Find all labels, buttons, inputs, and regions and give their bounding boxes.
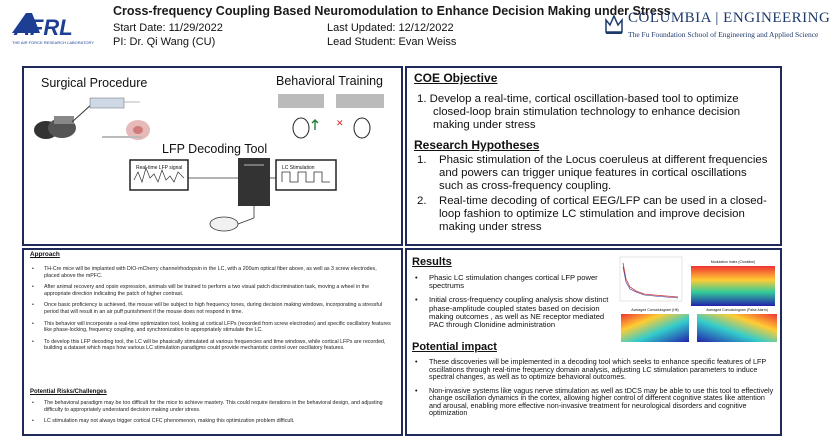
pi-name: PI: Dr. Qi Wang (CU) [113, 36, 216, 48]
lfp-label: LFP Decoding Tool [162, 142, 268, 156]
approach-item: • Once basic proficiency is achieved, the mouse will be subject to high frequency tones, during decision making windows, incorporating a stressful period that will result in an air puff punishment if the mouse does not respond in time. [32, 302, 382, 315]
svg-text:✕: ✕ [336, 118, 344, 128]
realtime-label: Real-time LFP signal [136, 165, 183, 171]
coe-panel [405, 66, 782, 246]
impact-item: • These discoveries will be implemented in a decoding tool which seeks to enhance specific features of LFP oscillations through real-time frequency domain analysis, adjusting LC stimulation parameters to induce spectral changes, as well as to optimize behavioral outcomes. [415, 357, 767, 381]
last-updated: Last Updated: 12/12/2022 [327, 22, 454, 34]
hypothesis-list [417, 154, 772, 234]
surgical-label: Surgical Procedure [41, 76, 148, 90]
power-spectrum-plot [620, 257, 682, 301]
svg-text:THE AIR FORCE RESEARCH LABORAT: THE AIR FORCE RESEARCH LABORATORY [12, 40, 95, 45]
risk-item: • LC stimulation may not always trigger cortical CFC phenomenon, making this optimization problem difficult. [32, 418, 295, 425]
plot-title-hit: Averaged Comodulogram (Hit) [631, 308, 679, 312]
approach-item: • After animal recovery and opsin expression, animals will be trained to perform a two visual patch discrimination task, moving a wheel in the appropriate direction indicating the patch of higher contrast. [32, 284, 370, 297]
result-item: • Initial cross-frequency coupling analysis show distinct phase-amplitude coupled states based on decision making outcomes , as well as NE receptor mediated PAC through Clonidine administration [415, 295, 609, 330]
columbia-name: COLUMBIA | ENGINEERING [628, 10, 830, 26]
result-item: • Phasic LC stimulation changes cortical LFP power spectrums [415, 273, 598, 291]
hypothesis-item: 2. Real-time decoding of cortical EEG/LFP can be used in a closed-loop fashion to optimize LC stimulation and improve decision making under stress [417, 195, 767, 233]
risks-list [32, 400, 392, 425]
plot-title-fa: Averaged Comodulogram (False Alarm) [706, 308, 768, 312]
risk-item: • The behavioral paradigm may be too difficult for the mice to achieve mastery. This could require iterations in the behavioral design, and adjusting difficulty to appropriately understand decision making under stress. [32, 400, 383, 413]
lead-student: Lead Student: Evan Weiss [327, 36, 457, 48]
poster-title: Cross-frequency Coupling Based Neuromodulation to Enhance Decision Making under Stress [113, 4, 671, 18]
modulation-index-plot [691, 266, 775, 306]
svg-text:AFRL: AFRL [14, 15, 73, 40]
comodulogram-false-alarm [697, 314, 777, 342]
start-date: Start Date: 11/29/2022 [113, 22, 223, 34]
crown-icon [604, 12, 624, 36]
lc-stim-label: LC Stimulation [282, 165, 315, 171]
risks-heading: Potential Risks/Challenges [30, 389, 107, 395]
plot-title-mi: Modulation Index (Clonidine) [710, 260, 756, 264]
results-panel [405, 248, 782, 436]
coe-objective: 1. Develop a real-time, cortical oscillation-based tool to optimize closed-loop brain stimulation technology to enhance decision making under stress [417, 93, 741, 131]
results-list [415, 274, 619, 329]
surgical-illustration [32, 92, 192, 146]
approach-item: • To develop this LFP decoding tool, the LC will be phasically stimulated at various frequencies and time windows, while cortical LFPs are recorded, building a dataset which maps how various LC stimulation paradigms could provide mechanistic control over oscillatory features. [32, 338, 386, 352]
poster-header [0, 0, 830, 56]
behavioral-label: Behavioral Training [276, 74, 384, 88]
hypotheses-heading: Research Hypotheses [414, 138, 540, 152]
coe-heading: COE Objective [414, 71, 498, 85]
hypothesis-item: 1. Phasic stimulation of the Locus coeruleus at different frequencies and powers can trigger unique features in cortical oscillations such as cross-frequency coupling. [417, 154, 768, 192]
approach-list [32, 266, 392, 357]
impact-list [415, 358, 777, 417]
columbia-subtitle: The Fu Foundation School of Engineering and Applied Science [628, 30, 819, 39]
approach-item: • TH-Cre mice will be implanted with DIO-mCherry channelrhodopsin in the LC, with a 200um optical fiber above, as well as 3 screw electrodes, placed above the mPFC. [32, 266, 377, 279]
results-heading: Results [412, 256, 452, 268]
impact-item: • Non-invasive systems like vagus nerve stimulation as well as tDCS may be able to use this tool to effectively change oscillation dynamics in the cortex, allowing higher control of different cognitive states like attention and arousal, enabling more effective non-invasive treatment for neurological disorders and cognitive optimization [415, 385, 774, 417]
figure-panel [22, 66, 403, 246]
columbia-logo [604, 8, 830, 44]
approach-heading: Approach [30, 251, 60, 258]
behavioral-illustration [274, 90, 394, 146]
approach-panel [22, 248, 403, 436]
afrl-logo [6, 7, 110, 47]
approach-item: • This behavior will incorporate a real-time optimization tool, looking at cortical LFPs (recorded from screw electrodes) and specific oscillatory features like phase-locking, frequency coupling, and synchronization to appropriately stimulate the LC. [32, 320, 391, 334]
impact-heading: Potential impact [412, 341, 497, 353]
comodulogram-hit [621, 314, 689, 342]
